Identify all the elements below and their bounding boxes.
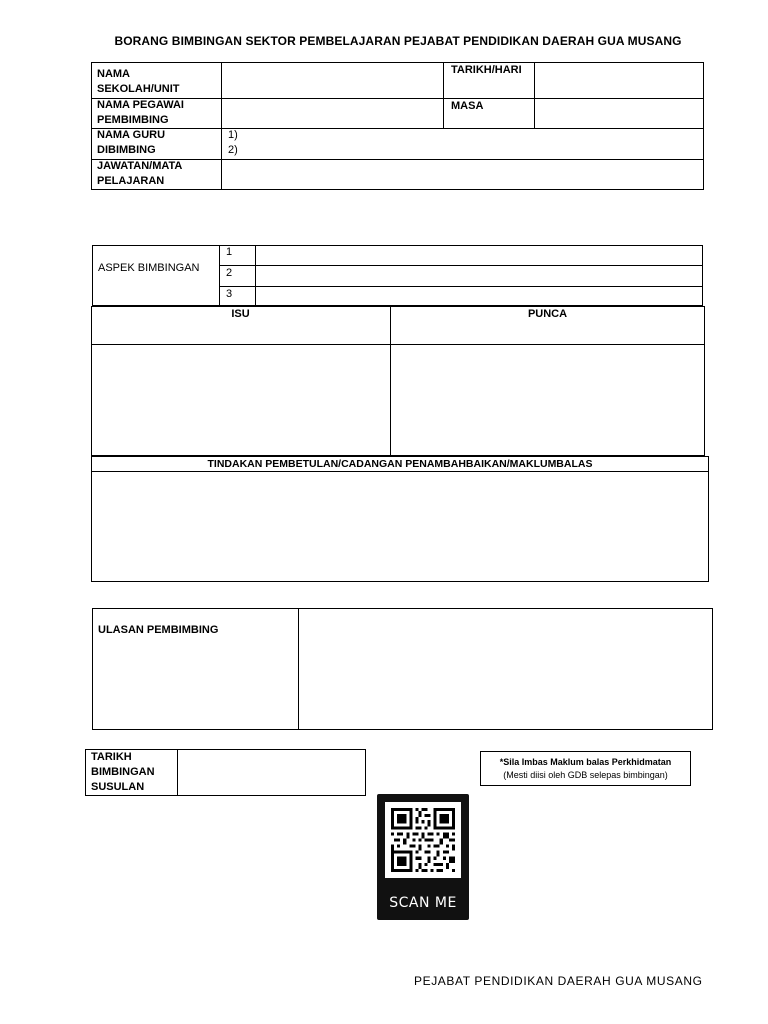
feedback-note-line2: (Mesti diisi oleh GDB selepas bimbingan) bbox=[503, 770, 668, 780]
feedback-note-line1: *Sila Imbas Maklum balas Perkhidmatan bbox=[499, 757, 672, 767]
followup-date-field[interactable] bbox=[179, 751, 364, 794]
feedback-note bbox=[480, 751, 691, 786]
action-field[interactable] bbox=[93, 473, 707, 580]
aspect-field-2[interactable] bbox=[257, 267, 702, 285]
position-label: JAWATAN/MATA PELAJARAN bbox=[97, 160, 182, 187]
school-field[interactable] bbox=[223, 64, 442, 97]
aspect-field-3[interactable] bbox=[257, 288, 702, 305]
aspect-row-number: 1 bbox=[226, 246, 233, 258]
divider bbox=[219, 286, 703, 287]
qr-code-graphic bbox=[385, 802, 461, 878]
date-day-label: TARIKH/HARI bbox=[451, 64, 522, 76]
review-label: ULASAN PEMBIMBING bbox=[98, 624, 219, 636]
issue-header: ISU bbox=[231, 308, 250, 320]
divider bbox=[219, 245, 220, 306]
divider bbox=[255, 245, 256, 306]
divider bbox=[443, 62, 444, 129]
aspect-label: ASPEK BIMBINGAN bbox=[98, 262, 200, 274]
teacher-line-2: 2) bbox=[228, 144, 238, 156]
school-label: NAMA SEKOLAH/UNIT bbox=[97, 68, 180, 95]
form-title: BORANG BIMBINGAN SEKTOR PEMBELAJARAN PEJABAT PENDIDIKAN DAERAH GUA MUSANG bbox=[114, 34, 682, 48]
time-field[interactable] bbox=[536, 100, 702, 127]
qr-code-icon[interactable] bbox=[385, 802, 461, 878]
qr-code-card[interactable] bbox=[377, 794, 469, 920]
footer-text: PEJABAT PENDIDIKAN DAERAH GUA MUSANG bbox=[414, 974, 703, 988]
cause-header: PUNCA bbox=[527, 308, 568, 320]
action-header: TINDAKAN PEMBETULAN/CADANGAN PENAMBAHBAIKAN/MAKLUMBALAS bbox=[207, 458, 593, 470]
followup-label: TARIKH BIMBINGAN SUSULAN bbox=[91, 751, 155, 793]
scan-me-label: SCAN ME bbox=[389, 895, 457, 911]
time-label: MASA bbox=[451, 100, 484, 112]
cause-field[interactable] bbox=[392, 346, 703, 454]
issue-field[interactable] bbox=[93, 346, 389, 454]
divider bbox=[219, 265, 703, 266]
teacher-label: NAMA GURU DIBIMBING bbox=[97, 129, 166, 156]
aspect-row-number: 3 bbox=[226, 288, 233, 300]
divider bbox=[534, 62, 535, 129]
aspect-row-number: 2 bbox=[226, 267, 233, 279]
aspect-field-1[interactable] bbox=[257, 246, 702, 264]
divider bbox=[91, 344, 705, 345]
officer-label: NAMA PEGAWAI PEMBIMBING bbox=[97, 99, 184, 126]
date-day-field[interactable] bbox=[536, 64, 702, 97]
position-field[interactable] bbox=[223, 161, 702, 188]
divider bbox=[298, 608, 299, 730]
divider bbox=[390, 306, 391, 456]
divider bbox=[221, 62, 222, 190]
divider bbox=[177, 749, 178, 796]
officer-field[interactable] bbox=[223, 100, 442, 127]
review-field[interactable] bbox=[300, 610, 711, 728]
teacher-line-1: 1) bbox=[228, 129, 238, 141]
